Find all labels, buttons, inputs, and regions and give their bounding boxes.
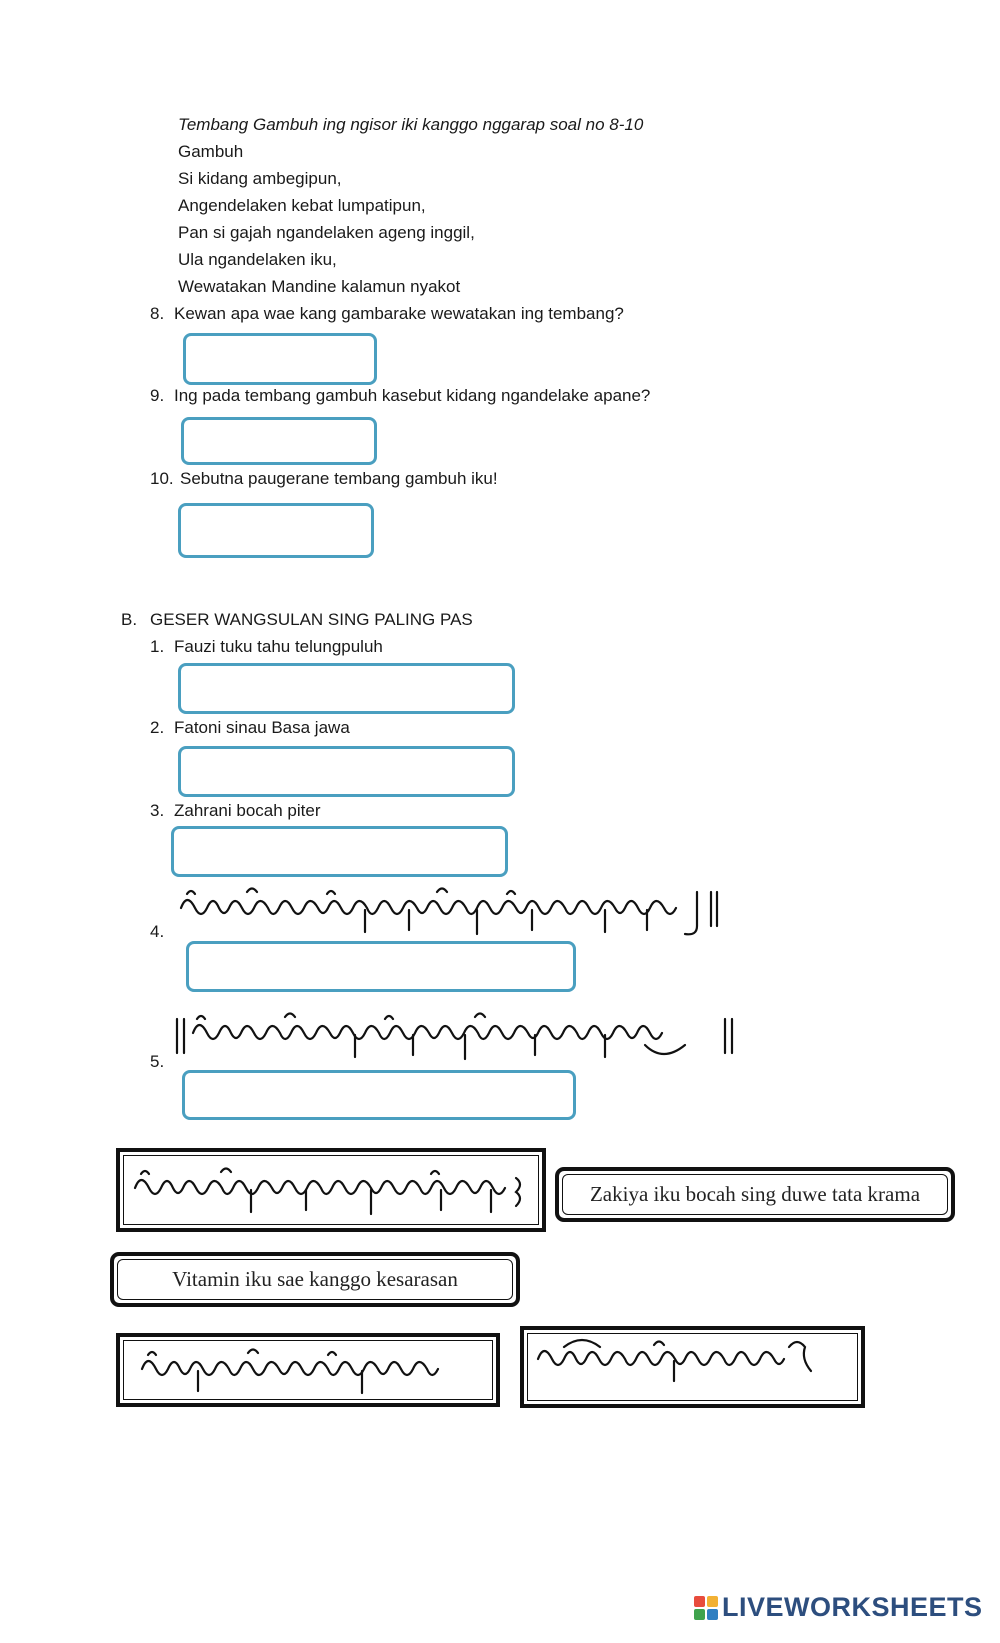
drag-card-javanese-1[interactable] — [116, 1148, 546, 1232]
poem-line: Pan si gajah ngandelaken ageng inggil, — [178, 223, 475, 242]
drag-card-zakiya-label: Zakiya iku bocah sing duwe tata krama — [589, 1182, 921, 1206]
item-1-text: Fauzi tuku tahu telungpuluh — [174, 637, 383, 656]
javanese-script-art — [175, 1005, 740, 1065]
item-1-number: 1. — [150, 637, 165, 656]
item-2-text: Fatoni sinau Basa jawa — [174, 718, 350, 737]
question-10-text: Sebutna paugerane tembang gambuh iku! — [180, 469, 498, 488]
poem-line: Ula ngandelaken iku, — [178, 250, 337, 269]
drop-box-1[interactable] — [178, 663, 515, 714]
poem-line: Angendelaken kebat lumpatipun, — [178, 196, 426, 215]
item-2-number: 2. — [150, 718, 165, 737]
javanese-script-sentence-4 — [177, 880, 737, 940]
section-b-letter: B. — [121, 610, 138, 629]
javanese-script-art — [131, 1160, 531, 1220]
logo-text: LIVEWORKSHEETS — [722, 1592, 983, 1622]
answer-box-q9[interactable] — [181, 417, 377, 465]
drag-card-vitamin-label: Vitamin iku sae kanggo kesarasan — [172, 1267, 458, 1291]
drag-card-zakiya[interactable] — [555, 1167, 955, 1222]
section-b-heading: GESER WANGSULAN SING PALING PAS — [150, 610, 473, 629]
javanese-script-art — [534, 1333, 824, 1393]
item-4-number: 4. — [150, 922, 165, 941]
drop-box-5[interactable] — [182, 1070, 576, 1120]
item-5-number: 5. — [150, 1052, 165, 1071]
drag-card-javanese-3[interactable] — [520, 1326, 865, 1408]
poem-line: Wewatakan Mandine kalamun nyakot — [178, 277, 461, 296]
drag-card-vitamin[interactable] — [110, 1252, 520, 1307]
drop-box-4[interactable] — [186, 941, 576, 992]
poem-line: Gambuh — [178, 142, 244, 161]
question-8-number: 8. — [150, 304, 165, 323]
question-10-number: 10. — [150, 469, 174, 488]
question-9-text: Ing pada tembang gambuh kasebut kidang ngandelake apane? — [174, 386, 651, 405]
item-3-text: Zahrani bocah piter — [174, 801, 321, 820]
question-8-text: Kewan apa wae kang gambarake wewatakan ing tembang? — [174, 304, 624, 323]
poem-intro: Tembang Gambuh ing ngisor iki kanggo nggarap soal no 8-10 — [178, 115, 644, 134]
answer-box-q8[interactable] — [183, 333, 377, 385]
drop-box-3[interactable] — [171, 826, 508, 877]
logo-grid-icon — [693, 1595, 719, 1621]
javanese-script-art — [177, 880, 737, 940]
javanese-script-art — [138, 1343, 478, 1398]
drop-box-2[interactable] — [178, 746, 515, 797]
liveworksheets-logo — [693, 1592, 983, 1623]
answer-box-q10[interactable] — [178, 503, 374, 558]
javanese-script-sentence-5 — [175, 1005, 740, 1065]
poem-line: Si kidang ambegipun, — [178, 169, 342, 188]
question-9-number: 9. — [150, 386, 165, 405]
drag-card-javanese-2[interactable] — [116, 1333, 500, 1407]
item-3-number: 3. — [150, 801, 165, 820]
